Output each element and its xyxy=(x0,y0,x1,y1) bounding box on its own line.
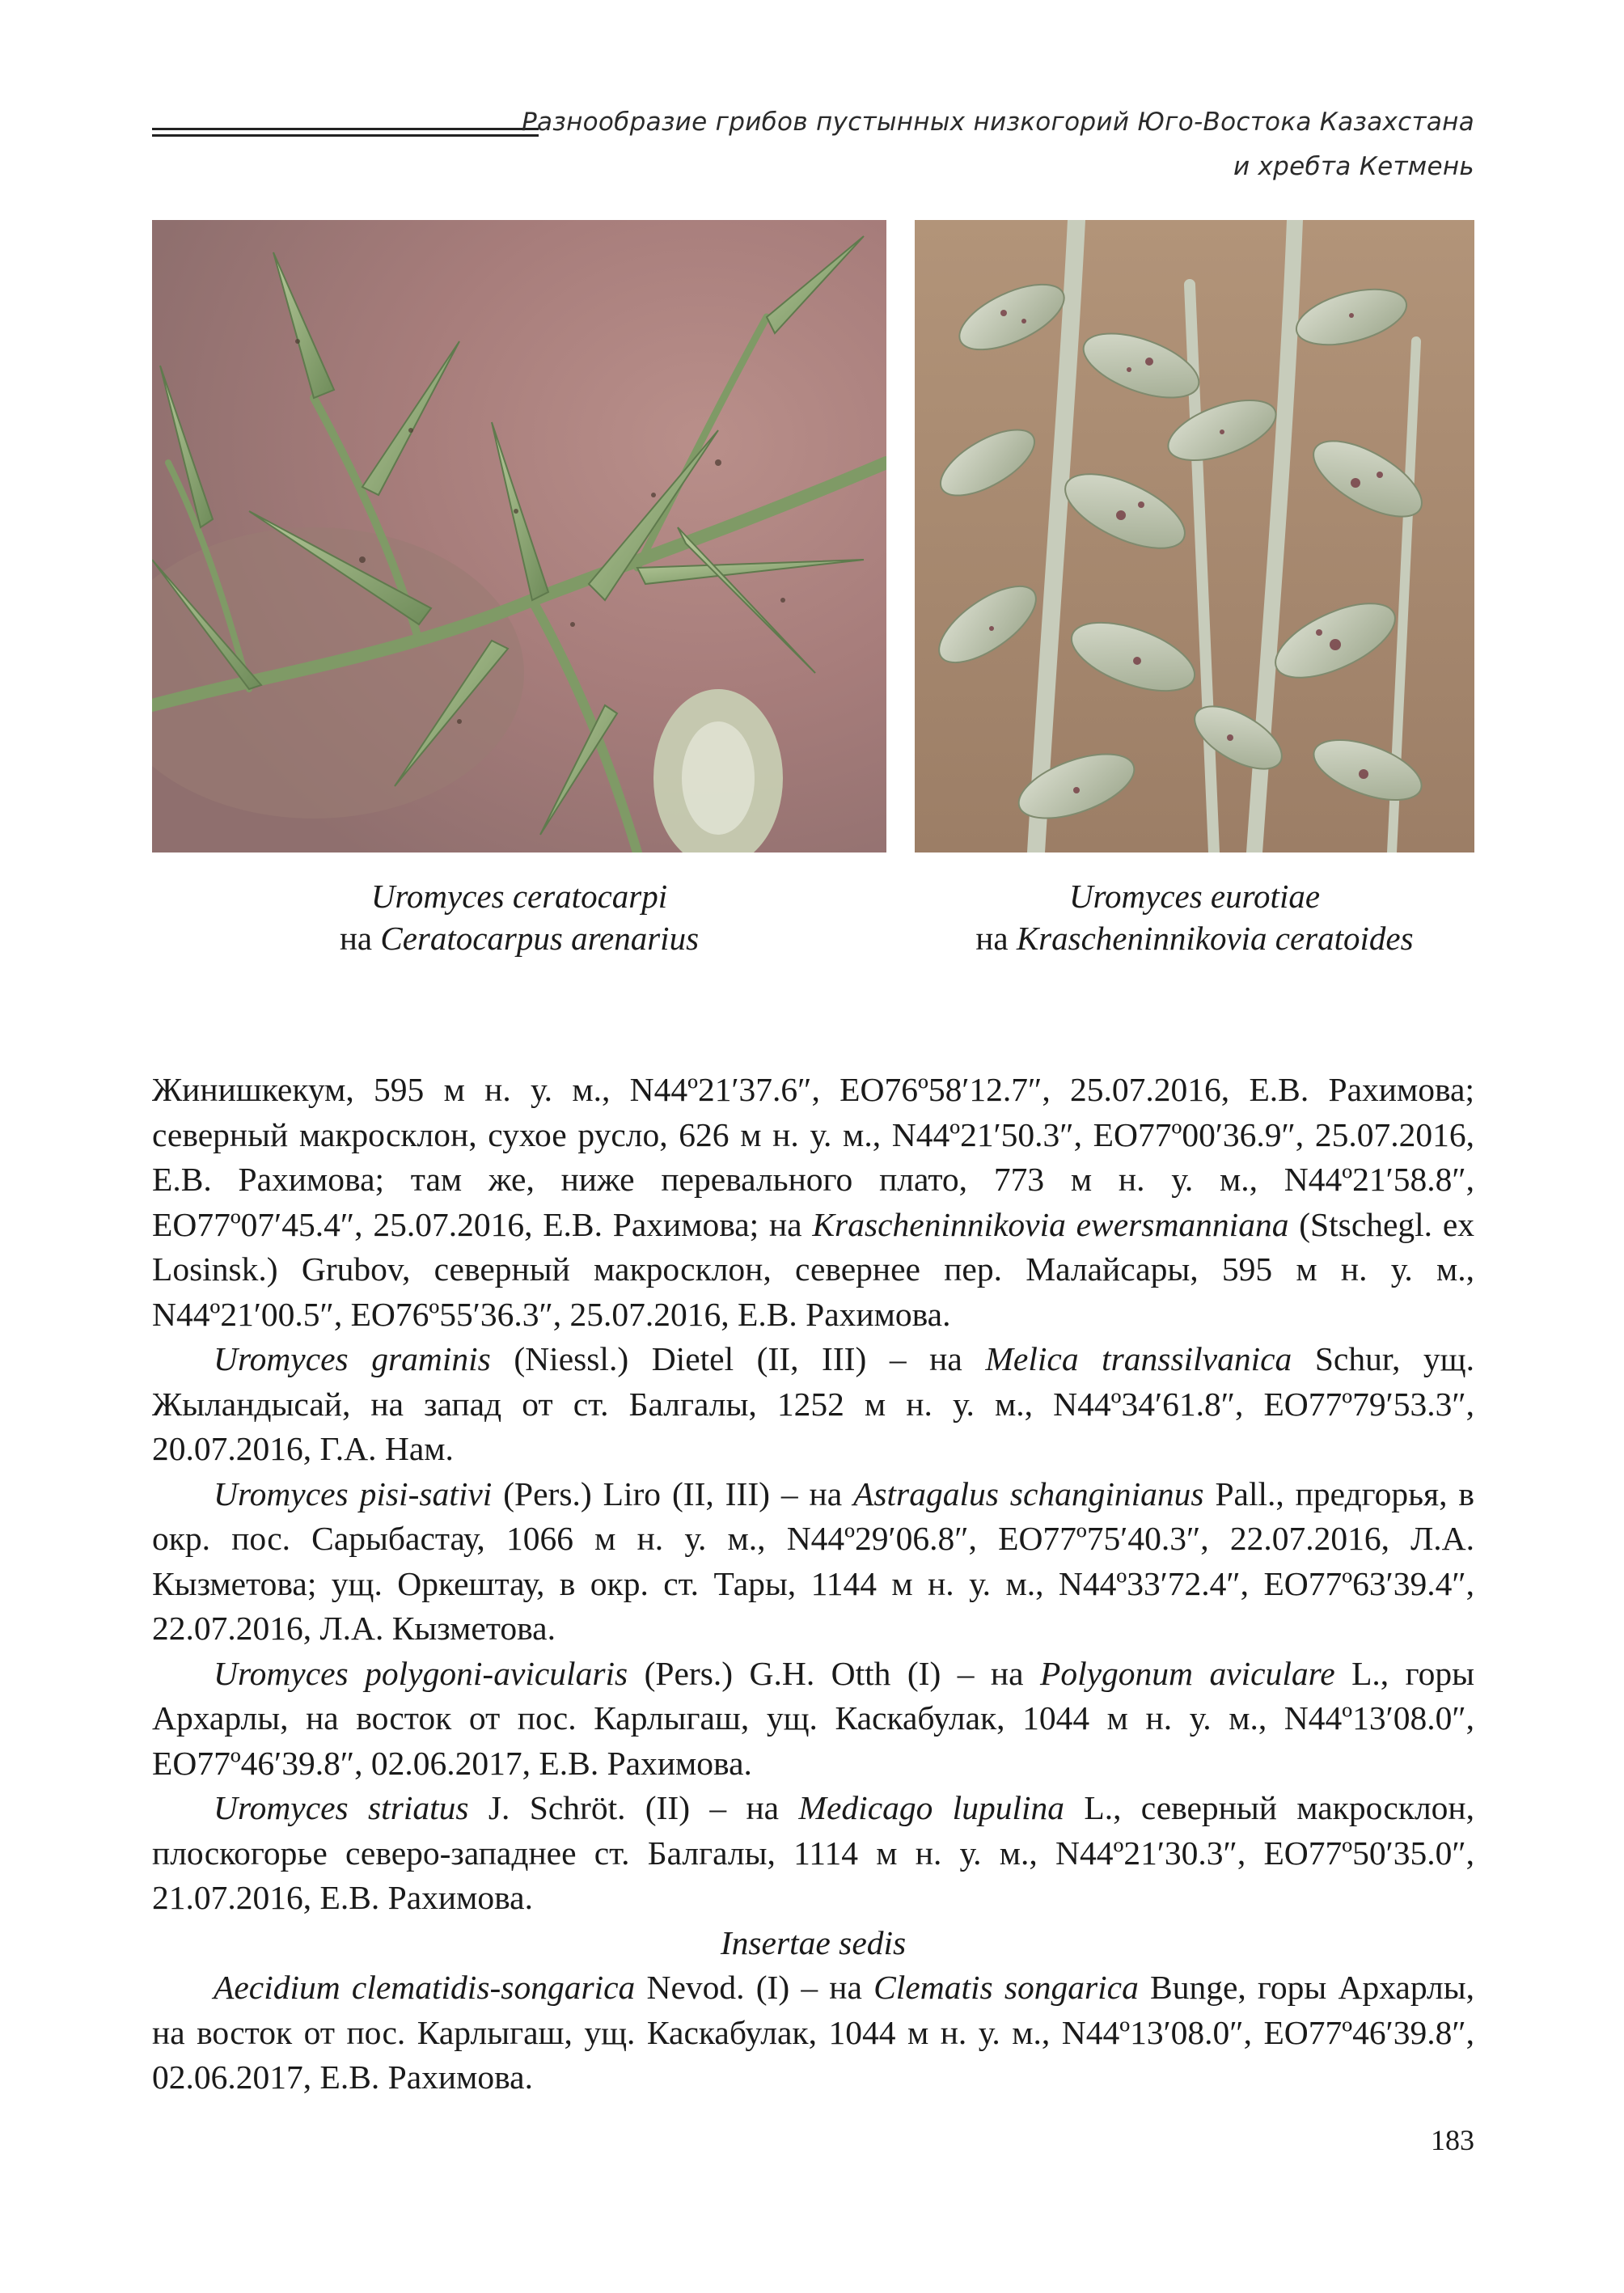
header-rule-top xyxy=(152,128,539,130)
photo-uromyces-ceratocarpi xyxy=(152,220,886,852)
plant-photo-right xyxy=(915,220,1474,852)
photo-uromyces-eurotiae xyxy=(915,220,1474,852)
text-run: L., северный макросклон, плоскогорье северо-западнее ст. Балгалы, 1114 м н. у. м., N44º21′30.3″, EO77º50′35.0″, 21.07.2016, Е.В. Рахимова. xyxy=(152,1789,1474,1916)
caption-right-species: Uromyces eurotiae xyxy=(1068,878,1321,915)
taxon-name: Uromyces polygoni-avicularis xyxy=(214,1654,628,1692)
taxon-name: Uromyces pisi-sativi xyxy=(214,1474,493,1512)
paragraph-uromyces-graminis xyxy=(152,1337,1474,1472)
paragraph-uromyces-pisi-sativi xyxy=(152,1472,1474,1652)
text-run: Жинишкекум, 595 м н. у. м., N44º21′37.6″, EO76º58′12.7″, 25.07.2016, Е.В. Рахимова; северный макросклон, сухое русло, 626 м н. у. м., N44º21′50.3″, EO77º00′36.9″, 25.07.2016, Е.В. Рахимова; там же, ниже перевального плато, 773 м н. у. м., N44º21′58.8″, EO77º07′45.4″, 25.07.2016, Е.В. Рахимова; на xyxy=(152,1071,1474,1243)
caption-right-host: Krascheninnikovia ceratoides xyxy=(1016,920,1414,957)
text-run: J. Schröt. (II) – на xyxy=(468,1789,799,1826)
taxon-name: Uromyces striatus xyxy=(214,1789,469,1826)
caption-left xyxy=(152,875,886,959)
paragraph-continuation xyxy=(152,1068,1474,1337)
caption-right xyxy=(915,875,1474,959)
section-heading-text: Insertae sedis xyxy=(720,1923,907,1961)
text-run: (Niessl.) Dietel (II, III) – на xyxy=(490,1340,986,1377)
plant-photo-left xyxy=(152,220,886,852)
header-rule-bottom xyxy=(152,134,539,137)
running-header-line1: Разнообразие грибов пустынных низкогорий Юго-Востока Казахстана xyxy=(522,108,1474,137)
body-text xyxy=(152,1068,1474,2101)
text-run: Pall., предгорья, в окр. пос. Сарыбастау, 1066 м н. у. м., N44º29′06.8″, EO77º75′40.3″, 22.07.2016, Л.А. Кызметова; ущ. Оркештау, в окр. ст. Тары, 1144 м н. у. м., N44º33′72.4″, EO77º63′39.4″, 22.07.2016, Л.А. Кызметова. xyxy=(152,1474,1475,1647)
taxon-name: Melica transsilvanica xyxy=(985,1340,1292,1377)
text-run: Nevod. (I) – на xyxy=(635,1969,874,2006)
caption-right-prep: на xyxy=(975,920,1009,957)
page-number: 183 xyxy=(1431,2124,1474,2156)
running-header-line2: и хребта Кетмень xyxy=(1233,152,1474,181)
taxon-name: Uromyces graminis xyxy=(214,1340,491,1377)
taxon-name: Aecidium clematidis-songarica xyxy=(214,1969,636,2006)
text-run: (Pers.) Liro (II, III) – на xyxy=(492,1474,854,1512)
taxon-name: Clematis songarica xyxy=(873,1969,1139,2006)
text-run: Bunge, горы Архарлы, на восток от пос. Карлыгаш, ущ. Каскабулак, 1044 м н. у. м., N44º13′08.0″, EO77º46′39.8″, 02.06.2017, Е.В. Рахимова. xyxy=(152,1969,1475,2096)
taxon-name: Krascheninnikovia ewersmanniana xyxy=(812,1205,1289,1243)
section-heading-insertae-sedis xyxy=(152,1921,1474,1966)
text-run: Schur, ущ. Жыландысай, на запад от ст. Балгалы, 1252 м н. у. м., N44º34′61.8″, EO77º79′53.3″, 20.07.2016, Г.А. Нам. xyxy=(152,1340,1474,1467)
text-run: (Stschegl. ex Losinsk.) Grubov, северный макросклон, севернее пер. Малайсары, 595 м н. у. м., N44º21′00.5″, EO76º55′36.3″, 25.07.2016, Е.В. Рахимова. xyxy=(152,1205,1474,1333)
taxon-name: Medicago lupulina xyxy=(798,1789,1065,1826)
caption-left-prep: на xyxy=(339,920,373,957)
paragraph-aecidium-clematidis-songarica xyxy=(152,1965,1474,2101)
taxon-name: Astragalus schanginianus xyxy=(853,1474,1204,1512)
text-run: (Pers.) G.H. Otth (I) – на xyxy=(628,1654,1040,1692)
text-run: L., горы Архарлы, на восток от пос. Карлыгаш, ущ. Каскабулак, 1044 м н. у. м., N44º13′08.0″, EO77º46′39.8″, 02.06.2017, Е.В. Рахимова. xyxy=(152,1654,1474,1782)
caption-left-species: Uromyces ceratocarpi xyxy=(370,878,668,915)
paragraph-uromyces-polygoni-avicularis xyxy=(152,1652,1474,1787)
taxon-name: Polygonum aviculare xyxy=(1040,1654,1335,1692)
paragraph-uromyces-striatus xyxy=(152,1786,1474,1921)
caption-left-host: Ceratocarpus arenarius xyxy=(380,920,700,957)
